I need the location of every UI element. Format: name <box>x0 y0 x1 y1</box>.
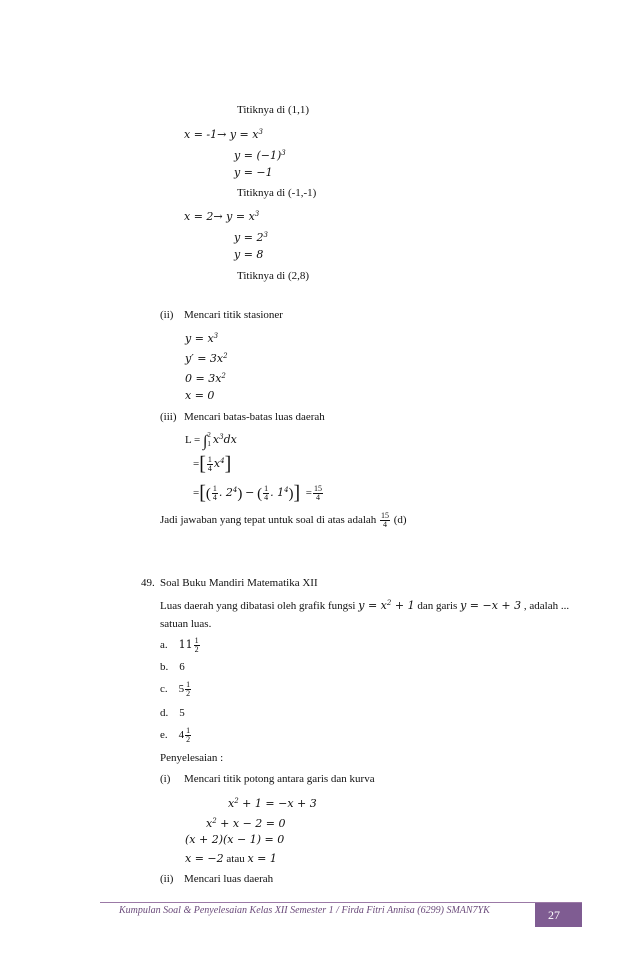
root-1: x = −2 <box>185 852 224 865</box>
option-label: c. <box>160 683 168 696</box>
y-2-cubed <box>234 228 268 245</box>
x-neg1-line <box>184 125 263 142</box>
zero-eq-text: 0 = 3x <box>185 372 222 385</box>
q49-number: 49. <box>141 577 155 589</box>
q-text-a: Luas daerah yang dibatasi oleh grafik fungsi <box>160 600 359 612</box>
left-bracket: [ <box>199 482 206 504</box>
step-ii-title: Mencari luas daerah <box>184 873 274 885</box>
part-ii-label: (ii) <box>160 309 174 321</box>
option-label: b. <box>160 661 169 673</box>
y-eq: y = <box>234 231 257 244</box>
exp-4: 4 <box>284 486 289 494</box>
left-paren: ( <box>205 486 211 502</box>
num: 1 <box>264 483 269 493</box>
q-text-b: dan garis <box>414 600 461 612</box>
step-ii-label: (ii) <box>160 873 174 885</box>
left-bracket: [ <box>199 453 206 475</box>
page-number: 27 <box>548 908 560 922</box>
dx: dx <box>223 433 237 446</box>
den: 4 <box>207 463 212 473</box>
eq4 <box>185 852 277 866</box>
integral-line <box>185 430 237 449</box>
right-bracket: ] <box>224 453 232 475</box>
eq1 <box>228 794 317 811</box>
upper-limit: 2 <box>207 431 211 440</box>
y-neg1-cubed <box>234 146 286 163</box>
x-eq-0: x = 0 <box>185 389 215 402</box>
q49-question <box>160 596 569 613</box>
footer-text: Kumpulan Soal & Penyelesaian Kelas XII Semester 1 / Firda Fitri Annisa (6299) SMAN7YK <box>119 905 490 916</box>
option-a <box>160 637 201 654</box>
solution-label: Penyelesaian : <box>160 752 224 764</box>
integrand: x <box>212 433 220 446</box>
cube-exp: 3 <box>213 332 219 340</box>
num: 1 <box>186 726 191 735</box>
y-eq: y = <box>185 332 208 345</box>
option-whole: 5 <box>179 707 185 719</box>
fn2: y = −x + 3 <box>460 599 522 612</box>
x-2-text: x = 2→ <box>184 210 227 223</box>
y-eq-8: y = 8 <box>234 248 264 261</box>
integral-sign: ∫ <box>203 433 208 450</box>
evaluation-line <box>193 483 324 502</box>
L-eq: L = <box>185 434 204 446</box>
answer-d: (d) <box>393 514 407 527</box>
titik-1-1: Titiknya di (1,1) <box>237 104 310 116</box>
option-d <box>160 706 185 720</box>
option-frac <box>185 727 191 744</box>
two: 2 <box>256 231 264 244</box>
neg1-paren: (−1) <box>256 149 282 162</box>
part-iii-label: (iii) <box>160 411 177 423</box>
minus-sign: − <box>245 486 255 499</box>
right-bracket: ] <box>293 482 301 504</box>
q49-question-cont: satuan luas. <box>160 618 212 630</box>
y-prime-eq <box>185 349 228 366</box>
antiderivative-line <box>193 454 231 473</box>
y-eq: y = <box>226 210 249 223</box>
x-var: x <box>207 332 214 345</box>
option-whole: 6 <box>179 661 185 673</box>
option-frac <box>185 681 191 698</box>
cube-exp: 3 <box>254 210 260 218</box>
den: 4 <box>212 492 217 502</box>
cube-exp: 3 <box>281 149 286 157</box>
conclusion-text: Jadi jawaban yang tepat untuk soal di atas adalah <box>160 514 377 527</box>
sq-exp: 2 <box>234 797 239 805</box>
left-paren: ( <box>257 486 263 502</box>
option-frac <box>194 637 200 654</box>
eq-sign: = <box>193 458 200 470</box>
lower-limit: 1 <box>207 440 211 449</box>
titik-neg1: Titiknya di (-1,-1) <box>237 187 317 199</box>
sq-exp: 2 <box>223 352 228 360</box>
y-eq: y = <box>229 128 253 141</box>
step-i-label: (i) <box>160 773 171 785</box>
den: 2 <box>194 645 199 654</box>
den: 4 <box>264 492 269 502</box>
eq2 <box>206 814 286 831</box>
dot-2: . 2 <box>218 486 233 499</box>
sq-exp: 2 <box>386 599 392 607</box>
num: 1 <box>207 454 212 464</box>
dot-1: . 1 <box>270 486 285 499</box>
num: 1 <box>212 483 217 493</box>
option-label: d. <box>160 707 169 719</box>
part-iii-title: Mencari batas-batas luas daerah <box>184 411 325 423</box>
part-ii-title: Mencari titik stasioner <box>184 309 283 321</box>
num: 1 <box>194 636 199 645</box>
y-eq-x3 <box>185 329 218 346</box>
x-var: x <box>206 817 213 830</box>
option-b <box>160 660 185 674</box>
exp-4: 4 <box>220 457 225 465</box>
root-2: x = 1 <box>247 852 277 865</box>
den: 4 <box>383 520 388 529</box>
eq-sign: = <box>193 487 200 499</box>
x-2-line <box>184 207 259 224</box>
footer-rule <box>100 902 582 903</box>
eq3: (x + 2)(x − 1) = 0 <box>185 833 285 846</box>
y-eq: y = <box>234 149 257 162</box>
exp-4: 4 <box>232 486 238 494</box>
right-paren: ) <box>288 486 294 502</box>
den: 2 <box>186 689 191 698</box>
frac-1-4 <box>263 485 269 502</box>
y-prime-text: y′ = 3x <box>185 352 224 365</box>
num: 15 <box>381 511 390 520</box>
option-label: e. <box>160 729 168 742</box>
num: 15 <box>313 483 322 493</box>
fn1-rest: + 1 <box>391 599 415 612</box>
titik-2-8: Titiknya di (2,8) <box>237 270 310 282</box>
option-label: a. <box>160 639 168 652</box>
eq1-rest: + 1 = −x + 3 <box>238 797 317 810</box>
x-var: x <box>252 128 259 141</box>
conclusion-line <box>160 512 407 529</box>
fn1: y = x <box>358 599 387 612</box>
eq-sign: = <box>305 487 312 499</box>
q-text-c: , adalah ... <box>521 600 570 612</box>
frac-15-4 <box>313 485 323 502</box>
x-neg1-text: x = -1→ <box>184 128 230 141</box>
x-var: x <box>213 457 221 470</box>
num: 1 <box>186 680 191 689</box>
step-i-title: Mencari titik potong antara garis dan kurva <box>184 773 375 785</box>
or-text: atau <box>223 853 248 865</box>
sq-exp: 2 <box>221 372 226 380</box>
x-var: x <box>228 797 235 810</box>
den: 2 <box>186 735 191 744</box>
zero-eq <box>185 369 226 386</box>
frac-1-4 <box>207 456 213 473</box>
frac-1-4 <box>212 485 218 502</box>
right-paren: ) <box>237 486 243 502</box>
option-whole: 4 <box>178 729 185 742</box>
cube-exp: 3 <box>258 128 263 136</box>
cube-exp: 3 <box>219 433 224 441</box>
cube-exp: 3 <box>263 231 268 239</box>
y-eq-neg1: y = −1 <box>234 166 273 179</box>
option-whole: 11 <box>178 638 193 652</box>
den: 4 <box>315 492 320 502</box>
eq2-rest: + x − 2 = 0 <box>216 817 286 830</box>
q49-title: Soal Buku Mandiri Matematika XII <box>160 577 318 589</box>
frac-15-4 <box>380 512 390 529</box>
sq-exp: 2 <box>212 817 217 825</box>
option-e <box>160 727 192 744</box>
option-c <box>160 681 192 698</box>
integral-limits <box>207 431 211 449</box>
option-whole: 5 <box>178 683 185 696</box>
x-var: x <box>248 210 255 223</box>
